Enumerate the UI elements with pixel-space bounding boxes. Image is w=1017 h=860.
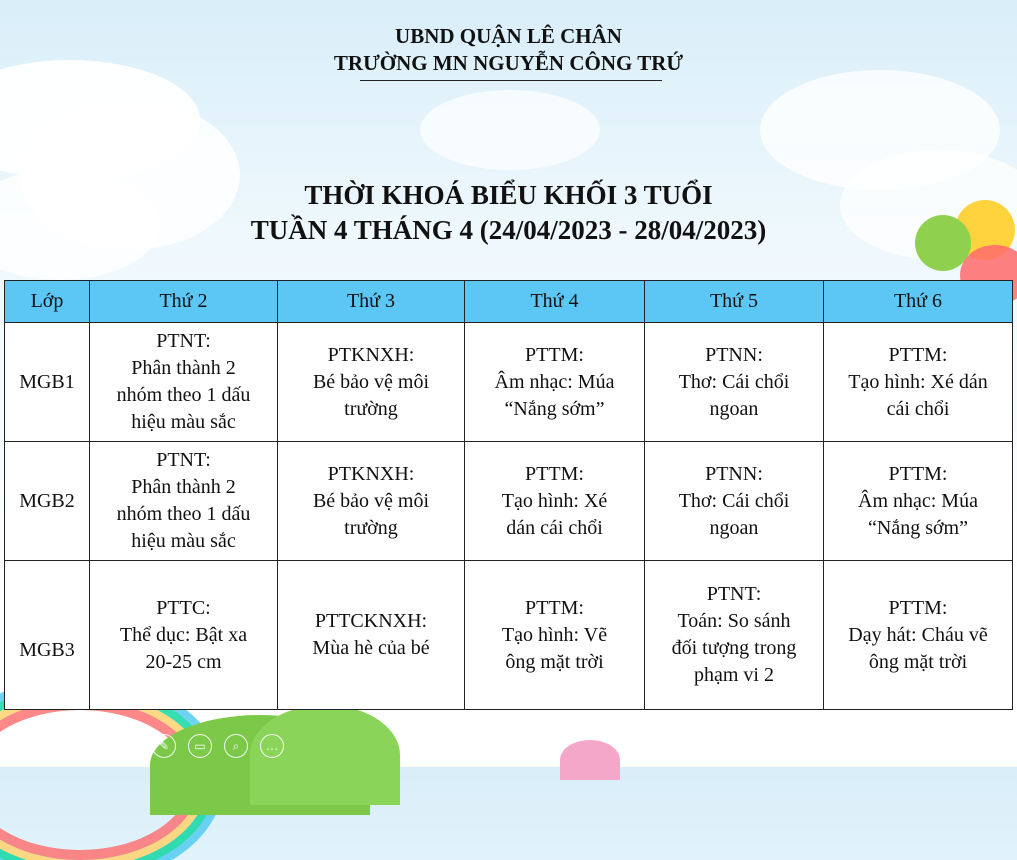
col-header-thu6: Thứ 6 — [824, 281, 1013, 323]
activity-detail: dán cái chổi — [506, 516, 603, 539]
schedule-cell — [824, 323, 1013, 442]
activity-detail: Âm nhạc: Múa — [494, 370, 615, 393]
header-underline — [360, 80, 662, 81]
activity-area: PTTM: — [525, 462, 584, 485]
activity-area: PTKNXH: — [327, 462, 415, 485]
activity-area: PTNT: — [706, 583, 762, 605]
forward-icon[interactable]: › — [116, 734, 140, 758]
schedule-cell — [278, 323, 465, 442]
presentation-toolbar — [80, 734, 284, 758]
activity-detail: hiệu màu sắc — [131, 530, 236, 552]
slides-icon[interactable]: ▭ — [188, 734, 212, 758]
activity-detail: ngoan — [709, 516, 759, 539]
activity-detail: trường — [344, 516, 398, 539]
table-row — [5, 323, 1013, 442]
activity-detail: nhóm theo 1 dấu — [116, 503, 251, 525]
activity-detail: trường — [344, 397, 398, 420]
schedule-cell — [824, 442, 1013, 561]
activity-detail: Âm nhạc: Múa — [858, 489, 978, 512]
activity-detail: 20-25 cm — [145, 650, 222, 673]
activity-detail: Bé bảo vệ môi — [312, 489, 430, 512]
back-icon[interactable]: ‹ — [80, 734, 104, 758]
table-header-row — [5, 281, 1013, 323]
school-name: TRƯỜNG MN NGUYỄN CÔNG TRỨ — [333, 51, 684, 75]
schedule-cell — [90, 323, 278, 442]
activity-area: PTKNXH: — [327, 343, 415, 366]
schedule-cell — [465, 442, 645, 561]
activity-area: PTTC: — [156, 596, 211, 619]
activity-detail: Tạo hình: Xé dán — [848, 370, 988, 393]
table-row — [5, 442, 1013, 561]
schedule-cell — [278, 561, 465, 710]
schedule-cell — [465, 323, 645, 442]
class-name-cell: MGB2 — [5, 442, 90, 561]
activity-detail: Bé bảo vệ môi — [312, 370, 430, 393]
pen-icon[interactable]: ✎ — [152, 734, 176, 758]
activity-detail: ông mặt trời — [505, 650, 604, 673]
more-icon[interactable]: … — [260, 734, 284, 758]
activity-area: PTTM: — [525, 343, 584, 366]
activity-area: PTNN: — [705, 462, 763, 485]
activity-area: PTTM: — [888, 343, 948, 366]
activity-area: PTNT: — [156, 330, 211, 352]
activity-detail: Tạo hình: Xé — [501, 489, 608, 512]
activity-detail: Tạo hình: Vẽ — [501, 623, 608, 646]
activity-detail: Thơ: Cái chổi — [678, 370, 790, 393]
schedule-cell — [465, 561, 645, 710]
activity-area: PTTM: — [888, 596, 948, 619]
activity-detail: hiệu màu sắc — [131, 411, 236, 433]
col-header-thu2: Thứ 2 — [90, 281, 278, 323]
activity-detail: Mùa hè của bé — [312, 637, 430, 659]
activity-detail: ông mặt trời — [868, 650, 968, 673]
activity-area: PTTM: — [525, 596, 584, 619]
activity-area: PTTCKNXH: — [314, 610, 428, 632]
activity-detail: ngoan — [709, 397, 759, 420]
page-title: THỜI KHOÁ BIỂU KHỐI 3 TUỔI — [304, 180, 713, 210]
zoom-icon[interactable]: ⌕ — [224, 734, 248, 758]
class-name-cell: MGB3 — [5, 561, 90, 710]
activity-area: PTTM: — [888, 462, 948, 485]
activity-detail: nhóm theo 1 dấu — [116, 384, 251, 406]
schedule-cell — [824, 561, 1013, 710]
col-header-thu5: Thứ 5 — [645, 281, 824, 323]
col-header-lop: Lớp — [5, 281, 90, 323]
activity-detail: Dạy hát: Cháu vẽ — [848, 623, 988, 646]
activity-detail: cái chổi — [886, 397, 950, 420]
timetable — [4, 280, 1013, 710]
activity-detail: Phân thành 2 — [131, 476, 236, 498]
col-header-thu3: Thứ 3 — [278, 281, 465, 323]
col-header-thu4: Thứ 4 — [465, 281, 645, 323]
class-name-cell: MGB1 — [5, 323, 90, 442]
activity-detail: Thể dục: Bật xa — [119, 623, 248, 646]
schedule-cell — [90, 561, 278, 710]
schedule-cell — [645, 442, 824, 561]
activity-detail: “Nắng sớm” — [504, 397, 605, 420]
table-row — [5, 561, 1013, 710]
activity-detail: Phân thành 2 — [131, 357, 236, 379]
activity-detail: đối tượng trong — [671, 637, 797, 659]
schedule-cell — [90, 442, 278, 561]
district-name: UBND QUẬN LÊ CHÂN — [395, 24, 622, 48]
activity-detail: Thơ: Cái chổi — [678, 489, 790, 512]
schedule-cell — [645, 561, 824, 710]
activity-detail: “Nắng sớm” — [868, 516, 968, 539]
activity-detail: Toán: So sánh — [677, 610, 791, 632]
schedule-cell — [278, 442, 465, 561]
page-subtitle: TUẦN 4 THÁNG 4 (24/04/2023 - 28/04/2023) — [250, 215, 767, 245]
activity-area: PTNN: — [705, 343, 763, 366]
schedule-cell — [645, 323, 824, 442]
activity-detail: phạm vi 2 — [694, 664, 774, 686]
activity-area: PTNT: — [156, 449, 211, 471]
